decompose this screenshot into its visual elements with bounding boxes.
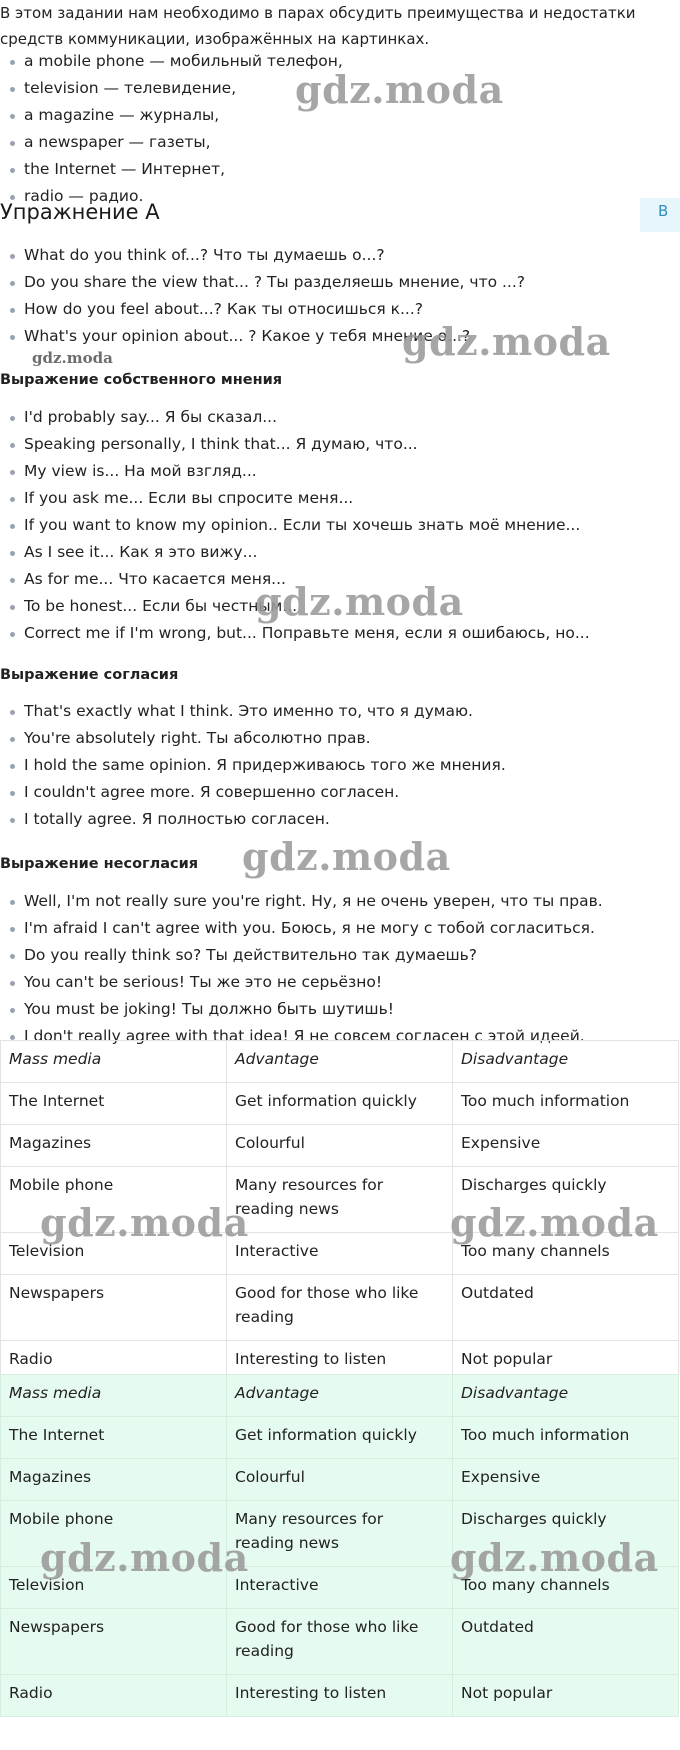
table-cell: Get information quickly [227,1417,453,1459]
agreement-title: Выражение согласия [0,667,179,683]
table-cell: Newspapers [1,1609,227,1675]
list-item: You can't be serious! Ты же это не серьёзно! [0,969,603,996]
table-row [1,1125,679,1167]
disagreement-list [0,888,603,1050]
list-item: I hold the same opinion. Я придерживаюсь того же мнения. [0,752,506,779]
watermark: gdz.moda [40,1535,249,1580]
table-cell: The Internet [1,1417,227,1459]
disagreement-title: Выражение несогласия [0,856,199,872]
table-row [1,1275,679,1341]
list-item: a newspaper — газеты, [0,129,343,156]
table-cell: Many resources for reading news [227,1501,453,1567]
table-cell: Interesting to listen [227,1341,453,1383]
table-cell: Magazines [1,1459,227,1501]
list-item: How do you feel about...? Как ты относишься к...? [0,296,525,323]
table-cell: The Internet [1,1083,227,1125]
intro-text: В этом задании нам необходимо в парах обсудить преимущества и недостатки средств коммуникации, изображённых на картинках. [0,4,636,48]
list-item: If you want to know my opinion.. Если ты хочешь знать моё мнение... [0,512,590,539]
table-cell: Colourful [227,1125,453,1167]
list-item: a magazine — журналы, [0,102,343,129]
table-row [1,1609,679,1675]
table-cell: Discharges quickly [453,1501,679,1567]
table-row [1,1675,679,1717]
list-item: You must be joking! Ты должно быть шутишь! [0,996,603,1023]
table-cell: Too many channels [453,1567,679,1609]
table-header-cell: Mass media [1,1041,227,1083]
watermark: gdz.moda [32,349,113,367]
table-cell: Too many channels [453,1233,679,1275]
list-item: To be honest... Если бы честным... [0,593,590,620]
table-header-row [1,1041,679,1083]
watermark: gdz.moda [40,1200,249,1245]
table-cell: Magazines [1,1125,227,1167]
list-item: That's exactly what I think. Это именно то, что я думаю. [0,698,506,725]
list-item: I'm afraid I can't agree with you. Боюсь, я не могу с тобой согласиться. [0,915,603,942]
table-header-cell: Advantage [227,1375,453,1417]
list-item: As for me... Что касается меня... [0,566,590,593]
list-item: You're absolutely right. Ты абсолютно прав. [0,725,506,752]
list-item: Speaking personally, I think that... Я думаю, что... [0,431,590,458]
list-item: My view is... На мой взгляд... [0,458,590,485]
watermark: gdz.moda [242,834,451,879]
table-cell: Outdated [453,1609,679,1675]
table-cell: Television [1,1567,227,1609]
table-row [1,1083,679,1125]
table-cell: Not popular [453,1341,679,1383]
list-item: television — телевидение, [0,75,343,102]
list-item: If you ask me... Если вы спросите меня... [0,485,590,512]
watermark: gdz.moda [450,1200,659,1245]
watermark: gdz.moda [402,319,611,364]
table-cell: Mobile phone [1,1167,227,1233]
list-item: the Internet — Интернет, [0,156,343,183]
table-header-cell: Advantage [227,1041,453,1083]
table-cell: Good for those who like reading [227,1609,453,1675]
table-cell: Mobile phone [1,1501,227,1567]
list-item: What do you think of...? Что ты думаешь о...? [0,242,525,269]
table-header-cell: Mass media [1,1375,227,1417]
table-cell: Interesting to listen [227,1675,453,1717]
list-item: a mobile phone — мобильный телефон, [0,48,343,75]
watermark: gdz.moda [450,1535,659,1580]
table-row [1,1459,679,1501]
table-header-row [1,1375,679,1417]
table-header-cell: Disadvantage [453,1375,679,1417]
table-row [1,1417,679,1459]
agreement-list [0,698,506,833]
list-item: Well, I'm not really sure you're right. Ну, я не очень уверен, что ты прав. [0,888,603,915]
table-cell: Good for those who like reading [227,1275,453,1341]
media-list [0,48,343,210]
list-item: As I see it... Как я это вижу... [0,539,590,566]
list-item: Correct me if I'm wrong, but... Поправьте меня, если я ошибаюсь, но... [0,620,590,647]
exercise-title: Упражнение А [0,200,160,224]
list-item: Do you really think so? Ты действительно так думаешь? [0,942,603,969]
table-cell: Outdated [453,1275,679,1341]
table-cell: Radio [1,1675,227,1717]
table-cell: Discharges quickly [453,1167,679,1233]
table-cell: Interactive [227,1233,453,1275]
list-item: What's your opinion about... ? Какое у тебя мнение о...? [0,323,525,350]
table-cell: Television [1,1233,227,1275]
table-cell: Radio [1,1341,227,1383]
watermark: gdz.moda [255,579,464,624]
table-cell: Expensive [453,1459,679,1501]
table-cell: Expensive [453,1125,679,1167]
table-header-cell: Disadvantage [453,1041,679,1083]
list-item: Do you share the view that... ? Ты разделяешь мнение, что ...? [0,269,525,296]
table-cell: Interactive [227,1567,453,1609]
list-item: I'd probably say... Я бы сказал... [0,404,590,431]
table-cell: Many resources for reading news [227,1167,453,1233]
table-cell: Not popular [453,1675,679,1717]
table-cell: Newspapers [1,1275,227,1341]
list-item: radio — радио. [0,183,343,210]
table-cell: Too much information [453,1083,679,1125]
own-opinion-title: Выражение собственного мнения [0,372,283,388]
exercise-tab-b[interactable]: В [640,198,680,232]
list-item: I don't really agree with that idea! Я не совсем согласен с этой идеей. [0,1023,603,1050]
watermark: gdz.moda [295,67,504,112]
table-cell: Colourful [227,1459,453,1501]
list-item: I couldn't agree more. Я совершенно согласен. [0,779,506,806]
list-item: I totally agree. Я полностью согласен. [0,806,506,833]
table-cell: Get information quickly [227,1083,453,1125]
table-cell: Too much information [453,1417,679,1459]
